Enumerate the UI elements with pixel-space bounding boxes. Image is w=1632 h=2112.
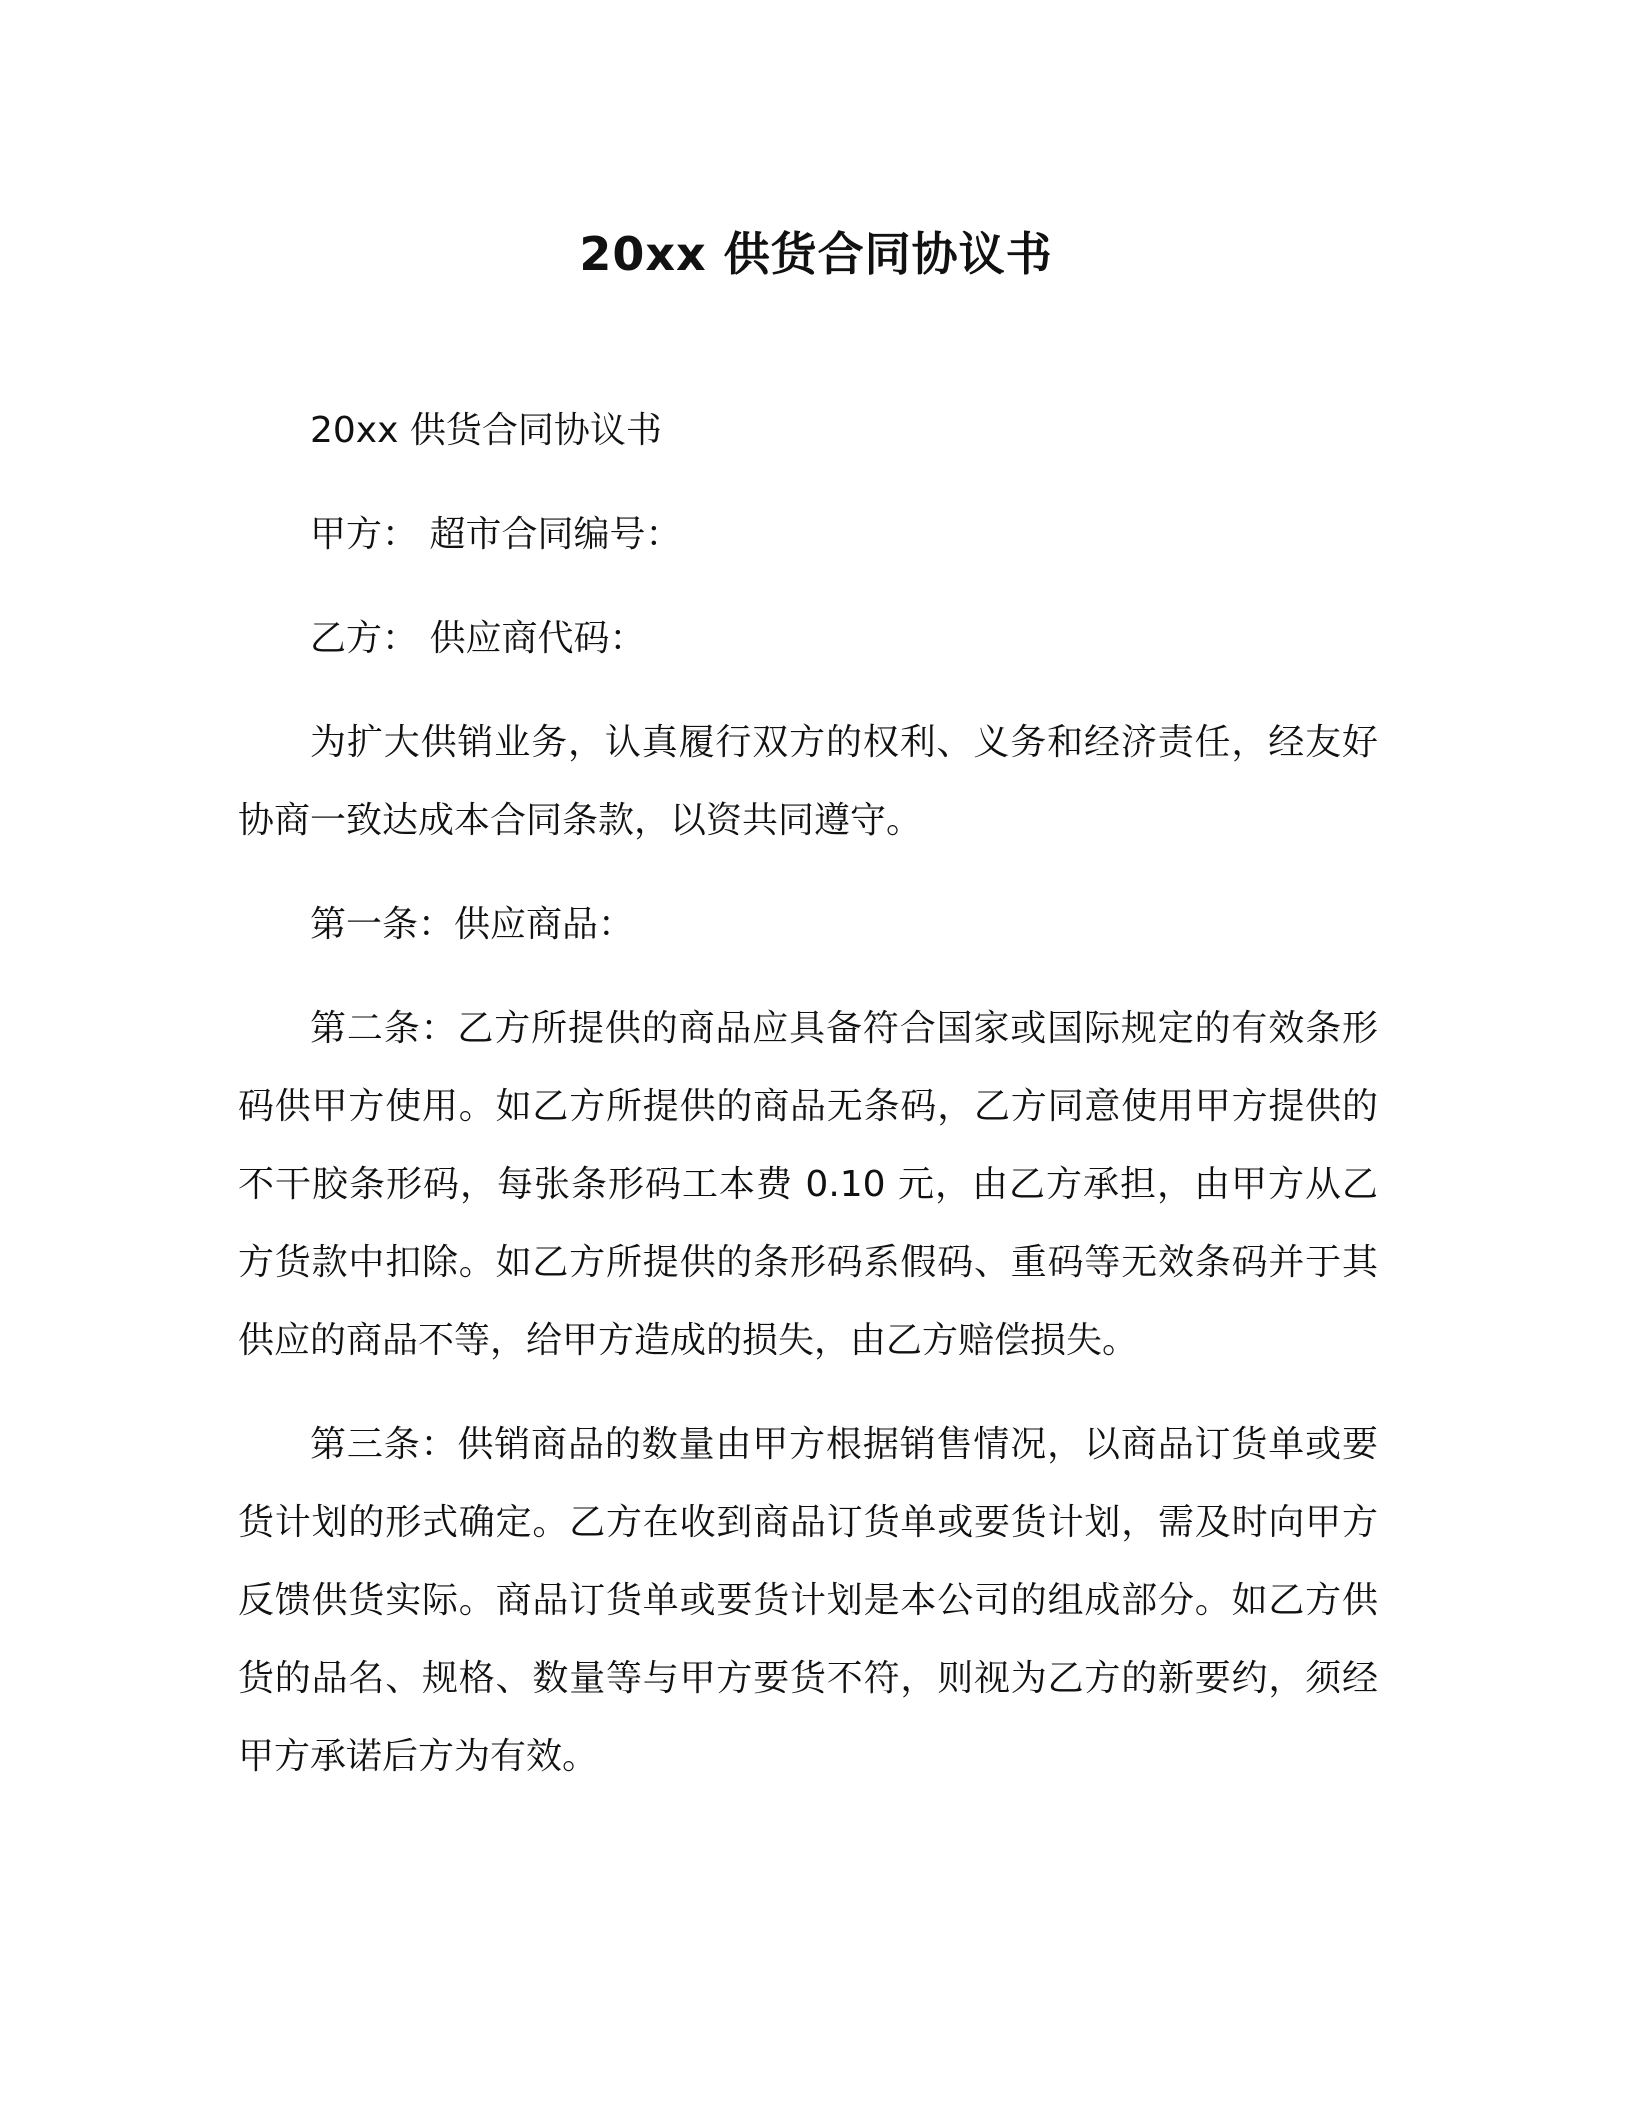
paragraph-article-2: 第二条：乙方所提供的商品应具备符合国家或国际规定的有效条形码供甲方使用。如乙方所提供的商品无条码，乙方同意使用甲方提供的不干胶条形码，每张条形码工本费 0.10 元，由乙方承担，由甲方从乙方货款中扣除。如乙方所提供的条形码系假码、重码等无效条码并于其供应的商品不等，给甲方造成的损失，由乙方赔偿损失。	[238, 1008, 1378, 1361]
document-body	[238, 392, 1378, 1822]
paragraph-article-3: 第三条：供销商品的数量由甲方根据销售情况，以商品订货单或要货计划的形式确定。乙方在收到商品订货单或要货计划，需及时向甲方反馈供货实际。商品订货单或要货计划是本公司的组成部分。如乙方供货的品名、规格、数量等与甲方要货不符，则视为乙方的新要约，须经甲方承诺后方为有效。	[238, 1424, 1378, 1777]
paragraph-article-1: 第一条：供应商品：	[310, 904, 635, 945]
document-title: 20xx 供货合同协议书	[579, 227, 1053, 281]
paragraph-party-a: 甲方： 超市合同编号：	[310, 514, 682, 555]
paragraph-heading: 20xx 供货合同协议书	[310, 410, 662, 451]
paragraph-party-b: 乙方： 供应商代码：	[310, 618, 646, 659]
paragraph-preamble: 为扩大供销业务，认真履行双方的权利、义务和经济责任，经友好协商一致达成本合同条款，以资共同遵守。	[238, 722, 1378, 841]
